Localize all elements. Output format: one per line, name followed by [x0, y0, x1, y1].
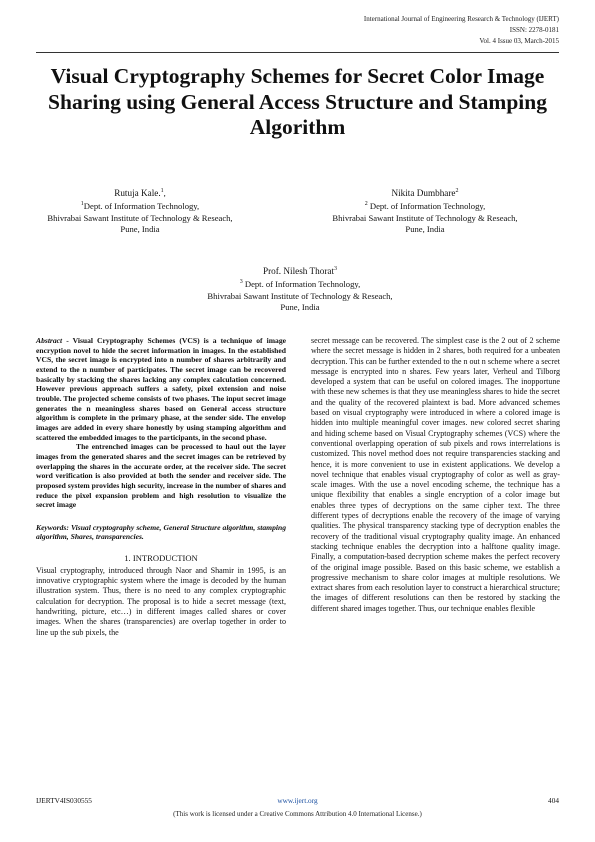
introduction-text: Visual cryptography, introduced through Naor and Shamir in 1995, is an innovative cryptographic system where the image is decoded by the human illustration system. Thus, there is no need to any complex cryptographic calculation for decryption. The proposal is to hide a secret message (text, handwriting, picture, etc…) in different images called shares or cover images. When the shares (transparencies) are overlap together in order to line up the sub pixels, the: [36, 565, 286, 637]
abstract-text-continued: The entrenched images can be processed to haul out the layer images from the generated shares and the secret images can be retrieved by overlapping the shares in the accurate order, at the receiver side. The secret word verification is also provided at both the sender and receiver side. The proposed system provides high security, increase in the number of shares and reduce the pixel expansion problem and high resolution to visualize the secret image: [36, 442, 286, 510]
journal-website-link[interactable]: www.ijert.org: [277, 796, 318, 805]
abstract-label: Abstract: [36, 336, 63, 345]
author-superscript: 1: [160, 188, 164, 194]
left-column: [36, 336, 286, 638]
page-number: 404: [548, 796, 559, 805]
author-name-suffix: ,: [163, 187, 166, 198]
abstract-text: - Visual Cryptography Schemes (VCS) is a technique of image encryption novel to hide the secret information in images. In the established VCS, the secret image is encrypted into n number of shares arbitrarily and extend to the n number of participates. The secret image can be recovered basically by stacking the shares lacking any complex calculation concerned. However previous approach suffers a safety, pixel extension and noise trouble. The projected scheme consists of two phases. The input secret image generates the n meaningless shares based on General access structure algorithm is complete in the primary phase, at the sender side. The envelop images are added in every share honestly by using stamping algorithm and scattered the embedded images to the participants, in the second phase.: [36, 336, 286, 442]
journal-volume: Vol. 4 Issue 03, March-2015: [479, 37, 559, 45]
dept-superscript: 1: [80, 201, 84, 208]
author-location: Pune, India: [280, 302, 320, 313]
author-institute: Bhivrabai Sawant Institute of Technology & Reseach,: [332, 212, 518, 223]
author-name: Prof. Nilesh Thorat: [262, 265, 335, 276]
author-dept: Dept. of Information Technology,: [83, 201, 200, 212]
paper-title: Visual Cryptography Schemes for Secret Color Image Sharing using General Access Structure and Stamping Algorithm: [48, 64, 547, 139]
journal-issn: ISSN: 2278-0181: [509, 26, 559, 34]
paper-id: IJERTV4IS030555: [36, 796, 92, 805]
journal-header: [364, 14, 559, 47]
header-divider: [36, 52, 559, 53]
author-location: Pune, India: [405, 224, 445, 235]
author-superscript: 2: [455, 188, 459, 194]
author-block-1: [20, 186, 260, 236]
author-superscript: 3: [334, 266, 338, 272]
author-block-2: [300, 186, 550, 236]
dept-superscript: 3: [239, 279, 243, 286]
author-dept: Dept. of Information Technology,: [367, 201, 486, 212]
author-location: Pune, India: [120, 224, 160, 235]
journal-name: International Journal of Engineering Research & Technology (IJERT): [363, 15, 559, 23]
author-block-3: [170, 264, 430, 314]
license-notice: (This work is licensed under a Creative Commons Attribution 4.0 International License.): [173, 810, 422, 818]
right-column: secret message can be recovered. The simplest case is the 2 out of 2 scheme where the secret message is hidden in 2 shares, both required for a unbeaten decryption. This can be further extended to the n out n scheme where a secret message is encrypted into n shares. Few years later, Verheul and Tilborg developed a system that can be useful on colored images. The inopportune with these new schemes is that they use meaningless shares to hide the secret and the quality of the recovered plaintext is bad. More advanced schemes based on visual cryptography were introduced in where a colored image is hidden into multiple meaningful cover images. new colored secret sharing and hiding scheme based on Visual Cryptography schemes (VCS) where the conventional overlapping operation of sub pixels and rows interrelations is customized. This novel method does not require transparencies stacking and hence, it is more convenient to use in existent applications. We develop a novel technique that enables visual cryptography of color as well as gray-scale images. With the use a novel encoding scheme, the technique has a unique flexibility that enables a single encryption of a color image but enables three types of decryptions on the same cipher text. The three different types of decryptions enable the recovery of the image of varying qualities. The physical transparency stacking type of decryption enables the recovery of the traditional visual cryptography quality image. An enhanced stacking technique enables the decryption into a halftone quality image. Finally, a computation-based decryption scheme makes the perfect recovery of the original image possible. Based on this basic scheme, we establish a progressive mechanism to share color images at multiple resolutions. We extract shares from each resolution layer to construct a hierarchical structure; the images of different resolutions can then be restored by stacking the different shared images together. Thus, our technique enables flexible: [311, 336, 560, 613]
author-name: Rutuja Kale.: [114, 187, 161, 198]
dept-superscript: 2: [364, 201, 368, 208]
author-institute: Bhivrabai Sawant Institute of Technology & Reseach,: [207, 290, 393, 301]
keywords: Keywords: Visual cryptography scheme, General Structure algorithm, stamping algorithm, Shares, transparencies.: [36, 522, 286, 542]
section-heading-introduction: 1. INTRODUCTION: [124, 553, 198, 564]
author-institute: Bhivrabai Sawant Institute of Technology & Reseach,: [47, 212, 233, 223]
abstract: [36, 336, 286, 510]
author-dept: Dept. of Information Technology,: [242, 279, 361, 290]
author-name: Nikita Dumbhare: [391, 187, 456, 198]
